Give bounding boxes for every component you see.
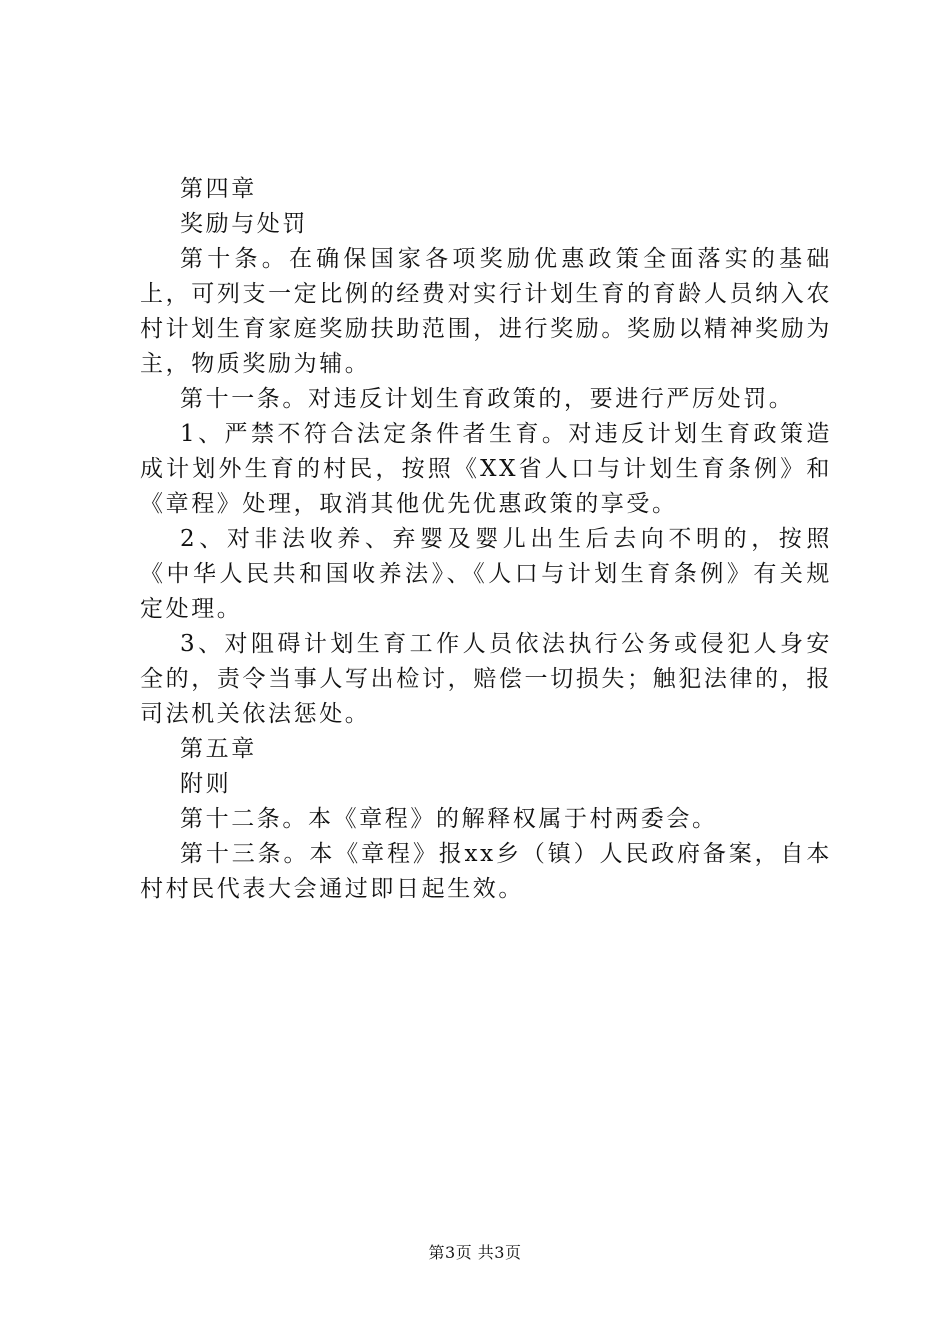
chapter-4-title: 奖励与处罚	[180, 211, 308, 237]
article-11-item-2: 2、对非法收养、弃婴及婴儿出生后去向不明的，按照《中华人民共和国收养法》、《人口与计划生育条例》有关规定处理。	[140, 526, 832, 622]
chapter-5-number: 第五章	[180, 736, 257, 762]
article-11-item-1: 1、严禁不符合法定条件者生育。对违反计划生育政策造成计划外生育的村民，按照《XX省人口与计划生育条例》和《章程》处理，取消其他优先优惠政策的享受。	[140, 421, 832, 517]
page-number-label: 第3页 共3页	[428, 1243, 522, 1262]
chapter-5-title: 附则	[180, 771, 232, 797]
article-10: 第十条。在确保国家各项奖励优惠政策全面落实的基础上，可列支一定比例的经费对实行计划生育的育龄人员纳入农村计划生育家庭奖励扶助范围，进行奖励。奖励以精神奖励为主，物质奖励为辅。	[140, 246, 832, 377]
article-12: 第十二条。本《章程》的解释权属于村两委会。	[180, 806, 718, 832]
article-13: 第十三条。本《章程》报xx乡（镇）人民政府备案，自本村村民代表大会通过即日起生效。	[140, 841, 832, 902]
article-11: 第十一条。对违反计划生育政策的，要进行严厉处罚。	[180, 386, 795, 412]
article-11-item-3: 3、对阻碍计划生育工作人员依法执行公务或侵犯人身安全的，责令当事人写出检讨，赔偿一切损失；触犯法律的，报司法机关依法惩处。	[140, 631, 832, 727]
chapter-4-number: 第四章	[180, 176, 257, 202]
page-footer	[0, 1242, 950, 1264]
document-body	[140, 172, 832, 907]
